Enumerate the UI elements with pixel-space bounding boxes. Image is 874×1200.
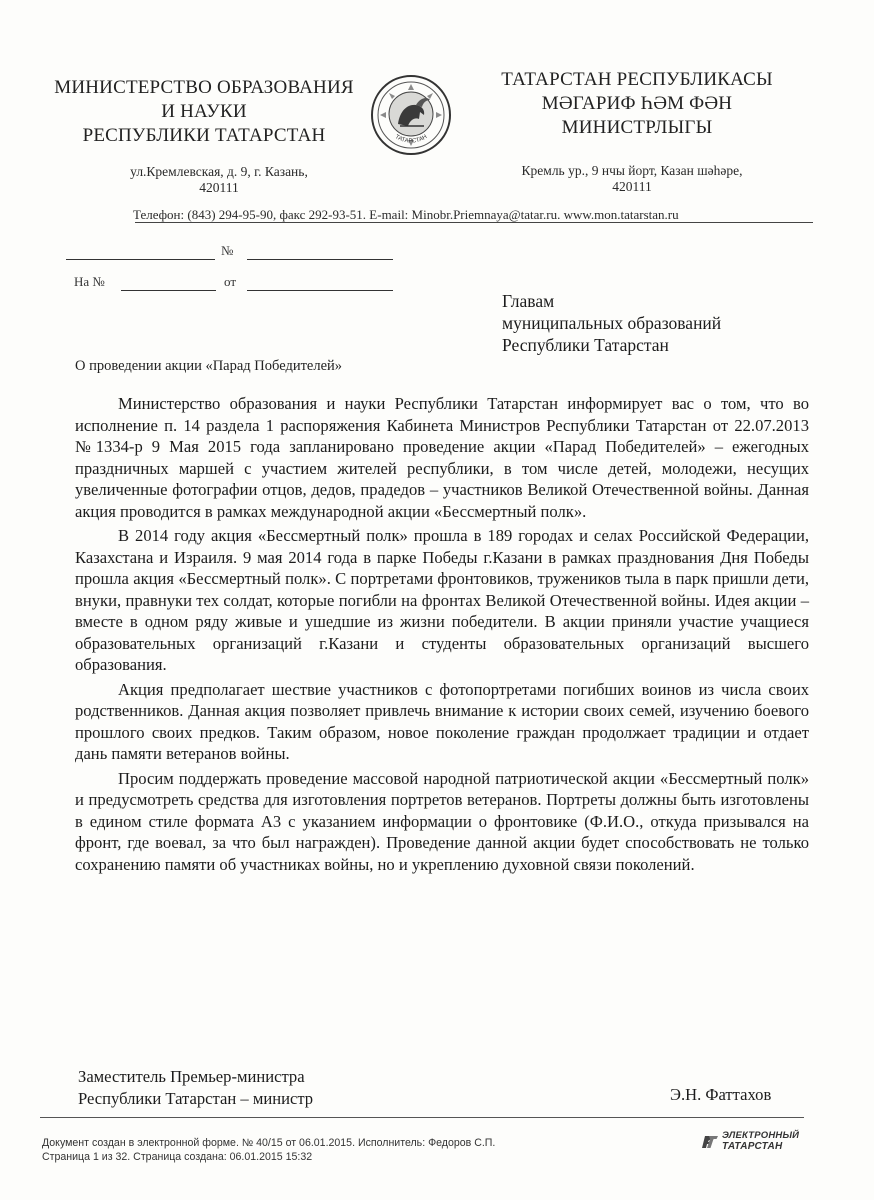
tatarstan-emblem-icon bbox=[370, 74, 452, 156]
ministry-name-tatar bbox=[484, 68, 790, 140]
recipient-block bbox=[502, 290, 842, 356]
recipient-line: Главам bbox=[502, 291, 555, 311]
signatory-title-line: Заместитель Премьер-министра bbox=[78, 1067, 305, 1086]
number-label: № bbox=[221, 243, 234, 258]
address-line: Кремль ур., 9 нчы йорт, Казан шәһәре, bbox=[521, 163, 743, 178]
ministry-name-line: РЕСПУБЛИКИ ТАТАРСТАН bbox=[82, 125, 326, 146]
footer-page-info: Страница 1 из 32. Страница создана: 06.01.2015 15:32 bbox=[42, 1151, 313, 1163]
address-russian bbox=[104, 164, 334, 196]
logo-text-top: ЭЛЕКТРОННЫЙ bbox=[722, 1130, 800, 1141]
electronic-tatarstan-logo bbox=[700, 1130, 800, 1156]
address-postcode: 420111 bbox=[612, 179, 652, 194]
reference-date-label: от bbox=[224, 274, 237, 289]
reference-date-blank bbox=[247, 290, 393, 291]
ministry-name-line: МИНИСТЕРСТВО ОБРАЗОВАНИЯ bbox=[54, 77, 354, 98]
reference-label: На № bbox=[74, 274, 105, 289]
footer-divider bbox=[40, 1117, 804, 1118]
recipient-line: Республики Татарстан bbox=[502, 335, 669, 355]
electronic-tatarstan-logo-icon bbox=[700, 1132, 720, 1152]
header-divider bbox=[135, 222, 813, 223]
signatory-title-line: Республики Татарстан – министр bbox=[78, 1088, 314, 1108]
outgoing-number-blank bbox=[247, 259, 393, 260]
ministry-name-line: ТАТАРСТАН РЕСПУБЛИКАСЫ bbox=[501, 69, 773, 90]
body-paragraph: Просим поддержать проведение массовой народной патриотической акции «Бессмертный полк» и предусмотреть средства для изготовления портретов ветеранов. Портреты должны быть изготовлены в едином стиле формата А3 с указанием информации о фронтовике (Ф.И.О., откуда призывался на фронт, где воевал, за что был награжден). Проведение данной акции будет способствовать не только сохранению памяти об участниках войны, но и укреплению духовной связи поколений. bbox=[75, 768, 809, 874]
address-line: ул.Кремлевская, д. 9, г. Казань, bbox=[130, 164, 308, 179]
contacts-line: Телефон: (843) 294-95-90, факс 292-93-51. E-mail: Minobr.Priemnaya@tatar.ru. www.mon.tatarstan.ru bbox=[133, 207, 679, 222]
address-tatar bbox=[500, 163, 764, 195]
letter-body bbox=[75, 393, 809, 878]
outgoing-date-blank bbox=[66, 259, 215, 260]
svg-text:ТАТАРСТАН: ТАТАРСТАН bbox=[393, 134, 429, 145]
body-paragraph: Министерство образования и науки Республики Татарстан информирует вас о том, что во исполнение п. 14 раздела 1 распоряжения Кабинета Министров Республики Татарстан от 22.07.2013 №1334-р 9 Мая 2015 года запланировано проведение акции «Парад Победителей» – ежегодных праздничных маршей с участием жителей республики, в том числе детей, молодежи, несущих увеличенные фотографии отцов, дедов, прадедов – участников Великой Отечественной войны. Данная акция проводится в рамках международной акции «Бессмертный полк». bbox=[75, 394, 809, 521]
body-paragraph: В 2014 году акция «Бессмертный полк» прошла в 189 городах и селах Российской Федерации, Казахстана и Израиля. 9 мая 2014 года в парке Победы г.Казани в рамках празднования Дня Победы прошла акция «Бессмертный полк». С портретами фронтовиков, тружеников тыла в парк пришли дети, внуки, правнуки тех солдат, которые погибли на фронтах Великой Отечественной войны. Идея акции – вместе в одном ряду живые и ушедшие из жизни победители. В акции приняли участие учащиеся образовательных организаций г.Казани и студенты образовательных организаций высшего образования. bbox=[75, 526, 809, 674]
letter-subject: О проведении акции «Парад Победителей» bbox=[75, 358, 343, 374]
ministry-name-line: МИНИСТРЛЫГЫ bbox=[561, 117, 713, 138]
ministry-name-line: МӘГАРИФ ҺӘМ ФӘН bbox=[541, 93, 733, 114]
body-paragraph: Акция предполагает шествие участников с фотопортретами погибших воинов из числа своих родственников. Данная акция позволяет привлечь внимание к истории своих семей, изучению боевого прошлого своих предков. Таким образом, новое поколение граждан продолжает традиции и отдает дань памяти ветеранов войны. bbox=[75, 679, 809, 763]
ministry-name-line: И НАУКИ bbox=[161, 101, 247, 122]
signatory-title bbox=[78, 1066, 313, 1109]
reference-number-blank bbox=[121, 290, 216, 291]
recipient-line: муниципальных образований bbox=[502, 313, 722, 333]
logo-text-bottom: ТАТАРСТАН bbox=[722, 1141, 783, 1152]
signatory-name: Э.Н. Фаттахов bbox=[670, 1085, 772, 1104]
footer-document-info: Документ создан в электронной форме. № 40/15 от 06.01.2015. Исполнитель: Федоров С.П. bbox=[42, 1137, 496, 1149]
footer-info bbox=[42, 1136, 495, 1164]
ministry-name-russian bbox=[40, 76, 368, 148]
address-postcode: 420111 bbox=[199, 180, 239, 195]
